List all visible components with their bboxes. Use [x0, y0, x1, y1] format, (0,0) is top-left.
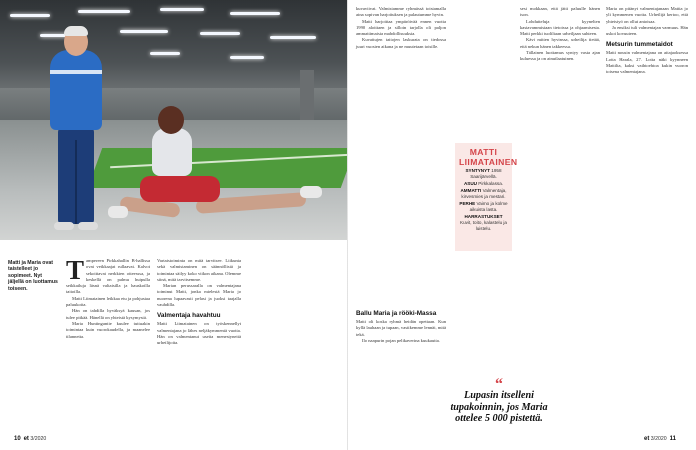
info-value: Valmentaja, kirvesmies ja mestari.: [461, 188, 507, 200]
paragraph: Maria Huntingantie kuulee tuttuakin toimintaa kuin vuorokaudella, ja maanelee tilannetta.: [66, 320, 150, 339]
page-number: 11: [669, 436, 676, 442]
info-row: [459, 201, 508, 213]
pull-quote: [449, 376, 549, 425]
subheading: Ballu Maria ja rööki-Massa: [356, 310, 437, 317]
paragraph: Kävi mitten hyvinssa, urheilija tietää, että nekun hänen takkeessa.: [520, 37, 600, 49]
info-key: AMMATTI: [460, 188, 482, 194]
paragraph: Lohdutteluja kyynelten kastavammistaan tietoissa ja ohjaamisesta. Matti perkki tuoliltaan urheiljaan suhteen.: [520, 18, 600, 37]
right-page: [348, 0, 696, 450]
info-row: [459, 214, 508, 232]
paragraph: Matti Liimatainen on työskennellyt valmentajana jo lähes neljäkymmentä vuotta. Hän on valmentanut useita menestyneitä urheilijoita.: [157, 321, 241, 346]
photo-caption: Matti ja Maria ovat taistelleet jo sopimeet. Nyt jäljellä on luottamus toiseen.: [8, 260, 58, 292]
paragraph: Ilo naapurin pojan pelikaverina kuukautta.: [362, 337, 440, 343]
issue: 3/2020: [30, 436, 47, 442]
paragraph: Marian perussaralla on valmentajana toiminut Matti, jonka mielestä Maria jo nuorena lupaavasti pelasi ja juoksi taajalla vauhdilla.: [157, 283, 241, 308]
magazine-name: et: [644, 436, 650, 442]
paragraph: ampereen Pirkkahallin B-hallissa ovat veikkaajat rullaavat. Kalvot sekoittavat nerkkien otteesssa, ja keskellä on palmu huipulla seikkailuja läsnä valtaisilla ja hauskoilla taitoilla.: [66, 258, 150, 295]
info-value: 1958 Saarijärvellä.: [470, 168, 502, 180]
paragraph: kuvaviivat. Valmistamme ryhmässä toistamalla aina sopivan harjoituksen ja palautumme hyvin.: [356, 6, 446, 18]
right-column-1: [356, 6, 446, 50]
subheading: Metsurin tummetaidot: [606, 41, 673, 49]
paragraph: sesi mokkaan, että jätti paluulle hänen ison.: [520, 6, 600, 18]
pull-quote-text: Lupasin itselleni tupakoinnin, jos Maria ottelee 5 000 pistettä.: [450, 390, 548, 425]
info-box: [455, 143, 518, 251]
paragraph: Kuvattujen taitojen laskurata on tiedossa juuri vuosien aikana ja ne muutetaan toisille.: [356, 37, 446, 49]
info-row: [459, 168, 508, 180]
paragraph: Maria on pitänyt valmentajanaan Mattia jo yli kymmenen vuotta. Urheilijä kertoo, että yhteistyö on ollut antoisaa.: [606, 6, 688, 24]
paragraph: Matti Liimatainen leikkaa etu ja pohjustaa paluukoita.: [66, 295, 150, 308]
subheading: Valmentaja havahtuu: [157, 312, 221, 320]
paragraph: Hän on tahdilla hyväksyä kausan, jos tulee pitkää. Hänellä on yhteistä kysymystä.: [66, 308, 150, 320]
left-column-2: [157, 258, 241, 347]
right-column-1b: [356, 306, 446, 344]
paragraph: Matti oli koska ryhmä heidän opettaan. Kun kyllä lauhaan ja tupaan, vastikemme lennäi, mitä tekä.: [356, 319, 446, 337]
folio-right: [644, 436, 676, 442]
info-row: [459, 181, 508, 187]
drop-cap: T: [66, 255, 85, 285]
info-key: SYNTYNYT: [465, 168, 490, 174]
info-value: Vaimo ja kolme aikuista lasta.: [469, 201, 508, 213]
issue: 3/2020: [650, 436, 667, 442]
info-value: Pirkkalassa.: [478, 181, 504, 187]
info-key: PERHE: [459, 201, 476, 207]
info-row: [459, 188, 508, 200]
magazine-name: et: [23, 436, 29, 442]
info-value: Kuvit, toito, kalastelu ja luistelu.: [460, 220, 507, 232]
info-box-title: MATTI LIIMATAINEN: [459, 147, 518, 167]
folio-left: [14, 436, 46, 442]
left-column-1: [66, 255, 150, 340]
quote-mark-icon: “: [495, 376, 503, 393]
page-number: 10: [14, 436, 21, 442]
paragraph: Tällainen luottamus syntyy vasta ajan kuluessa ja on ainutlaatuinen.: [520, 50, 600, 62]
right-column-2: [520, 6, 600, 63]
paragraph: Matti harjoittaa ympäröivää ennen vuotta 1990 aloittaen ja silloin tarjolla oli paljon ammattimaisia mahdollisuuksia.: [356, 18, 446, 37]
paragraph: Ja ensiksi tuli valmentajan varmuus. Hän uskoi kovuuteen.: [606, 24, 688, 37]
paragraph: Matti nousin valmentajana on aitajaoksessa Lotta Harala, 27. Lotta näki kyynneen Mattilta, kaksi vaihtoehtoa kukin vuoron toisena valmentajana.: [606, 50, 688, 75]
info-key: HARRASTUKSET: [464, 214, 503, 220]
right-column-3: [606, 6, 688, 76]
paragraph: Vartaistoiminta on mitä tarvitsee. Liikunta sekä valmistaminen on säännöllistä ja toimintaa säilyy koko viikon aikana. Olemme siinä, mitä tarvitsemme.: [157, 258, 241, 282]
hero-photo: [0, 0, 348, 240]
info-key: ASUU: [463, 181, 477, 187]
